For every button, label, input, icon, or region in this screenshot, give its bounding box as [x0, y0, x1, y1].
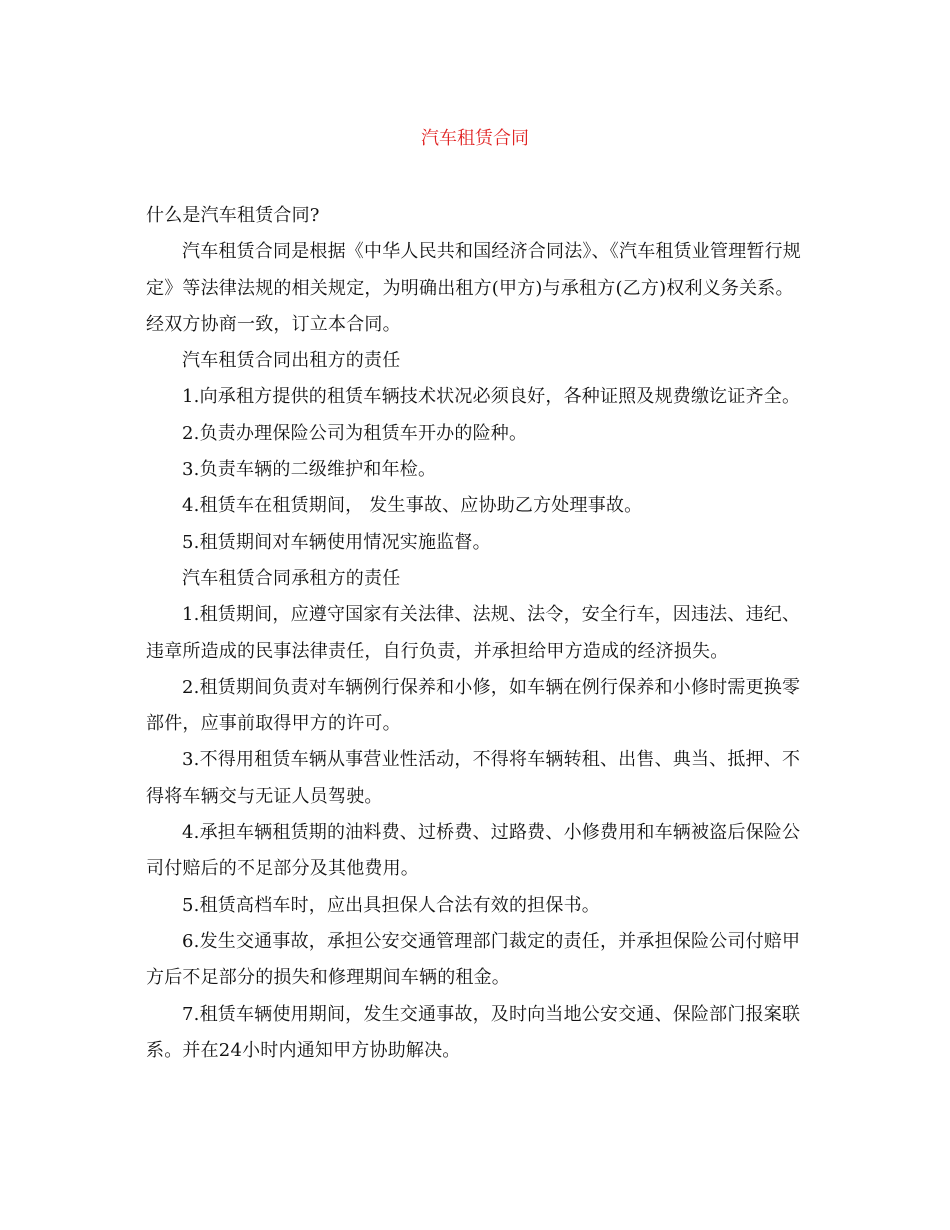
lessee-clause-5: 5.租赁高档车时，应出具担保人合法有效的担保书。 [182, 894, 600, 916]
lessee-clause-4: 4.承担车辆租赁期的油料费、过桥费、过路费、小修费用和车辆被盗后保险公司付赔后的不足部分及其他费用。 [146, 822, 801, 880]
lessee-clause-6: 6.发生交通事故，承担公安交通管理部门裁定的责任，并承担保险公司付赔甲方后不足部分的损失和修理期间车辆的租金。 [146, 930, 801, 989]
document-title: 汽车租赁合同 [421, 128, 529, 149]
document-body [146, 198, 806, 1069]
paragraph-question: 什么是汽车租赁合同? [146, 205, 320, 226]
section-heading-lessee: 汽车租赁合同承租方的责任 [182, 567, 401, 589]
lessor-clause-5: 5.租赁期间对车辆使用情况实施监督。 [182, 531, 491, 553]
lessee-clause-1: 1.租赁期间，应遵守国家有关法律、法规、法令，安全行车，因违法、违纪、违章所造成的民事法律责任，自行负责，并承担给甲方造成的经济损失。 [146, 604, 801, 662]
lessee-clause-3: 3.不得用租赁车辆从事营业性活动，不得将车辆转租、出售、典当、抵押、不得将车辆交与无证人员驾驶。 [146, 749, 801, 807]
paragraph-intro: 汽车租赁合同是根据《中华人民共和国经济合同法》、《汽车租赁业管理暂行规定》等法律法规的相关规定，为明确出租方(甲方)与承租方(乙方)权利义务关系。经双方协商一致，订立本合同。 [146, 241, 801, 335]
lessee-clause-2: 2.租赁期间负责对车辆例行保养和小修，如车辆在例行保养和小修时需更换零部件，应事前取得甲方的许可。 [146, 676, 801, 735]
section-heading-lessor: 汽车租赁合同出租方的责任 [182, 350, 401, 372]
lessor-clause-3: 3.负责车辆的二级维护和年检。 [182, 459, 437, 481]
lessor-clause-4: 4.租赁车在租赁期间， 发生事故、应协助乙方处理事故。 [182, 495, 643, 517]
lessor-clause-2: 2.负责办理保险公司为租赁车开办的险种。 [182, 422, 528, 444]
lessee-clause-7: 7.租赁车辆使用期间，发生交通事故，及时向当地公安交通、保险部门报案联系。并在24小时内通知甲方协助解决。 [146, 1003, 801, 1061]
lessor-clause-1: 1.向承租方提供的租赁车辆技术状况必须良好，各种证照及规费缴讫证齐全。 [182, 386, 801, 408]
